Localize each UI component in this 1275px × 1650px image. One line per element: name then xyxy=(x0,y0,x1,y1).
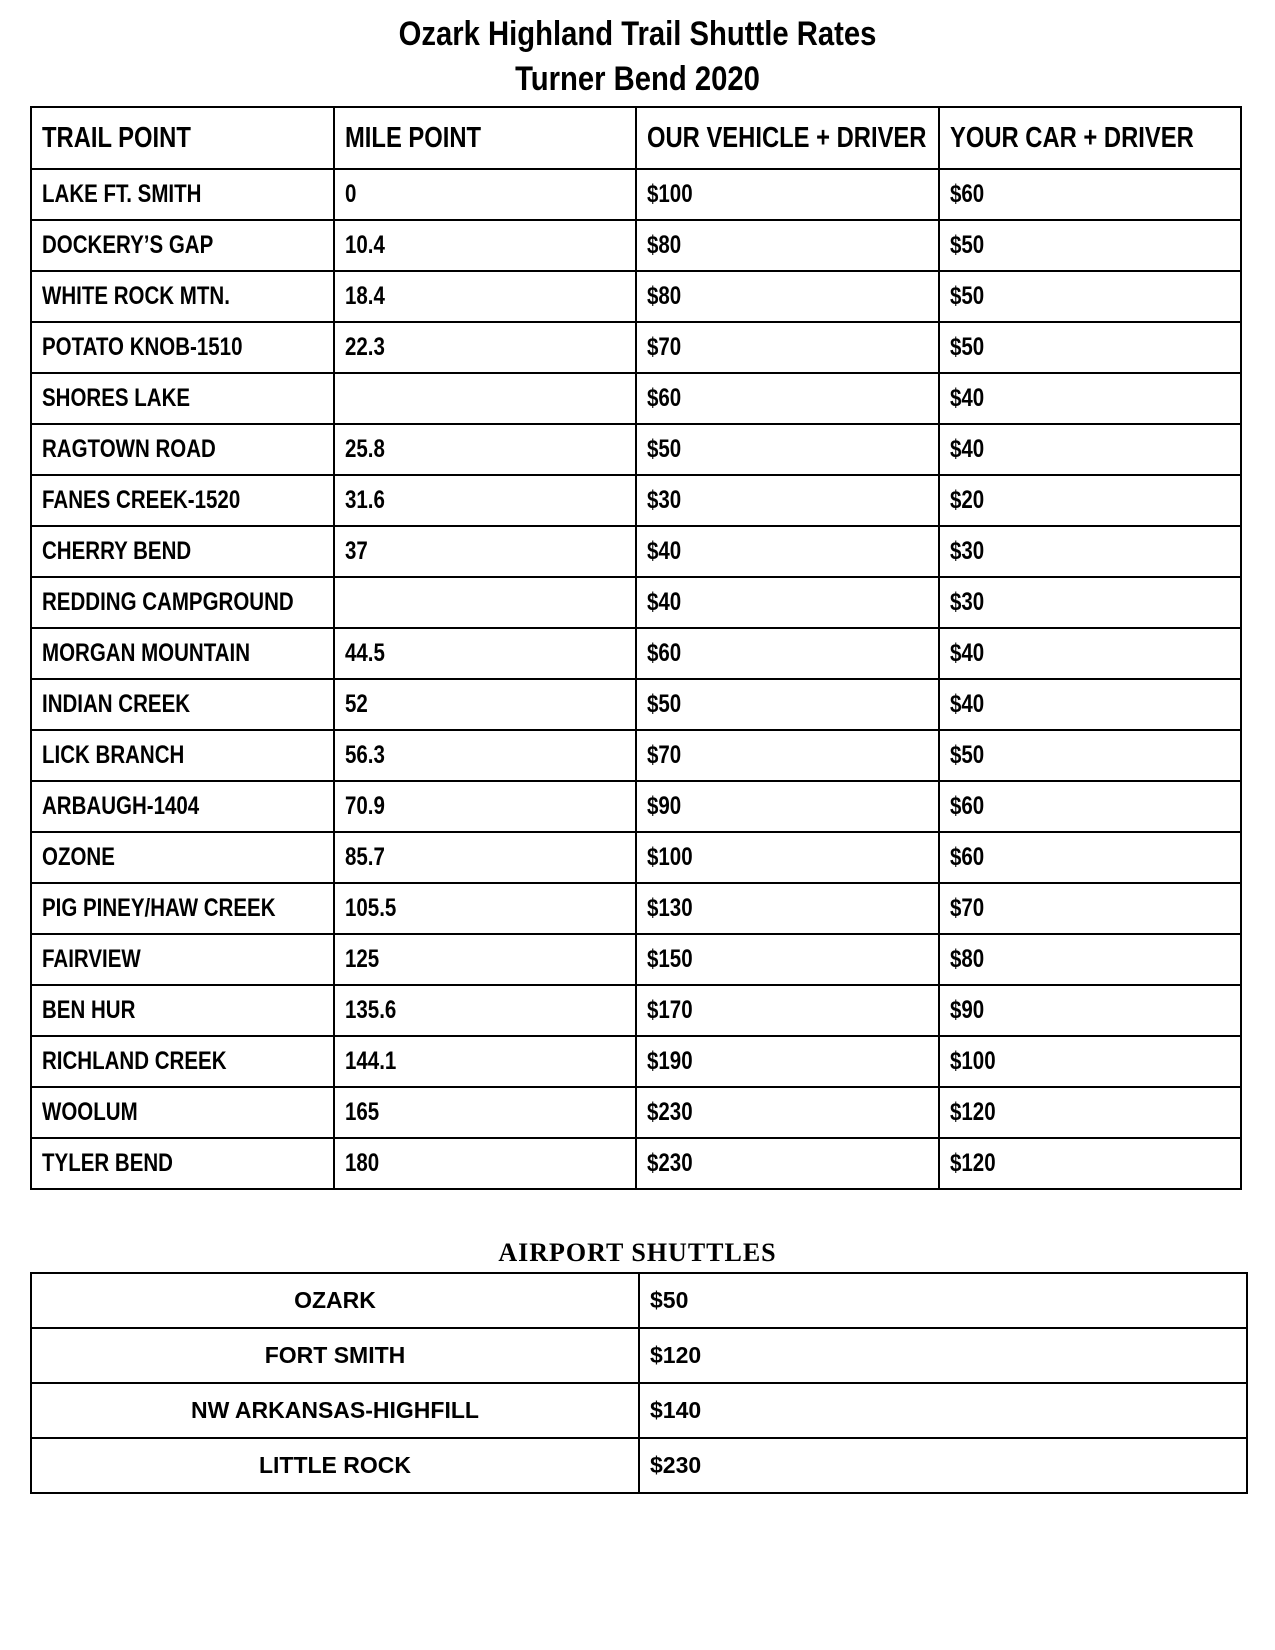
mile-point-cell: 70.9 xyxy=(334,781,637,832)
your-car-price-cell: $60 xyxy=(939,832,1242,883)
page-title xyxy=(0,12,1275,102)
our-vehicle-price-cell: $230 xyxy=(636,1087,939,1138)
airport-price-cell: $120 xyxy=(639,1328,1247,1383)
trail-point-cell: LICK BRANCH xyxy=(31,730,334,781)
our-vehicle-price-cell: $70 xyxy=(636,322,939,373)
title-line-1: Ozark Highland Trail Shuttle Rates xyxy=(398,15,877,53)
trail-point-cell: DOCKERY’S GAP xyxy=(31,220,334,271)
your-car-price-cell: $50 xyxy=(939,220,1242,271)
trail-point-cell: WHITE ROCK MTN. xyxy=(31,271,334,322)
header-your-car: YOUR CAR + DRIVER xyxy=(939,107,1242,169)
our-vehicle-price-cell: $50 xyxy=(636,679,939,730)
trail-point-cell: REDDING CAMPGROUND xyxy=(31,577,334,628)
table-row xyxy=(31,475,1241,526)
table-row xyxy=(31,832,1241,883)
mile-point-cell: 22.3 xyxy=(334,322,637,373)
table-row xyxy=(31,271,1241,322)
trail-point-cell: CHERRY BEND xyxy=(31,526,334,577)
our-vehicle-price-cell: $80 xyxy=(636,271,939,322)
table-header-row xyxy=(31,107,1241,169)
airport-row xyxy=(31,1438,1247,1493)
header-trail-point: TRAIL POINT xyxy=(31,107,334,169)
your-car-price-cell: $50 xyxy=(939,730,1242,781)
trail-point-cell: PIG PINEY/HAW CREEK xyxy=(31,883,334,934)
our-vehicle-price-cell: $100 xyxy=(636,169,939,220)
airport-location-cell: OZARK xyxy=(31,1273,639,1328)
table-row xyxy=(31,985,1241,1036)
trail-point-cell: OZONE xyxy=(31,832,334,883)
mile-point-cell: 44.5 xyxy=(334,628,637,679)
your-car-price-cell: $100 xyxy=(939,1036,1242,1087)
your-car-price-cell: $90 xyxy=(939,985,1242,1036)
your-car-price-cell: $120 xyxy=(939,1138,1242,1189)
mile-point-cell: 144.1 xyxy=(334,1036,637,1087)
mile-point-cell: 85.7 xyxy=(334,832,637,883)
trail-point-cell: MORGAN MOUNTAIN xyxy=(31,628,334,679)
trail-point-cell: SHORES LAKE xyxy=(31,373,334,424)
airport-price-cell: $50 xyxy=(639,1273,1247,1328)
your-car-price-cell: $50 xyxy=(939,322,1242,373)
trail-point-cell: RAGTOWN ROAD xyxy=(31,424,334,475)
title-line-2: Turner Bend 2020 xyxy=(515,60,760,98)
our-vehicle-price-cell: $40 xyxy=(636,577,939,628)
table-row xyxy=(31,322,1241,373)
table-row xyxy=(31,934,1241,985)
mile-point-cell: 180 xyxy=(334,1138,637,1189)
your-car-price-cell: $30 xyxy=(939,577,1242,628)
airport-shuttles-title: AIRPORT SHUTTLES xyxy=(498,1238,777,1267)
table-row xyxy=(31,424,1241,475)
mile-point-cell: 165 xyxy=(334,1087,637,1138)
airport-location-cell: LITTLE ROCK xyxy=(31,1438,639,1493)
your-car-price-cell: $60 xyxy=(939,169,1242,220)
our-vehicle-price-cell: $30 xyxy=(636,475,939,526)
our-vehicle-price-cell: $70 xyxy=(636,730,939,781)
airport-location-cell: NW ARKANSAS-HIGHFILL xyxy=(31,1383,639,1438)
your-car-price-cell: $60 xyxy=(939,781,1242,832)
our-vehicle-price-cell: $40 xyxy=(636,526,939,577)
airport-shuttles-table xyxy=(30,1272,1248,1494)
mile-point-cell: 105.5 xyxy=(334,883,637,934)
table-row xyxy=(31,781,1241,832)
trail-point-cell: BEN HUR xyxy=(31,985,334,1036)
airport-price-cell: $230 xyxy=(639,1438,1247,1493)
trail-point-cell: FAIRVIEW xyxy=(31,934,334,985)
table-row xyxy=(31,883,1241,934)
your-car-price-cell: $40 xyxy=(939,424,1242,475)
table-row xyxy=(31,730,1241,781)
trail-point-cell: FANES CREEK-1520 xyxy=(31,475,334,526)
airport-row xyxy=(31,1273,1247,1328)
header-mile-point: MILE POINT xyxy=(334,107,637,169)
our-vehicle-price-cell: $60 xyxy=(636,373,939,424)
your-car-price-cell: $80 xyxy=(939,934,1242,985)
shuttle-rates-table xyxy=(30,106,1242,1190)
mile-point-cell: 18.4 xyxy=(334,271,637,322)
airport-price-cell: $140 xyxy=(639,1383,1247,1438)
mile-point-cell xyxy=(334,373,637,424)
your-car-price-cell: $40 xyxy=(939,373,1242,424)
trail-point-cell: ARBAUGH-1404 xyxy=(31,781,334,832)
our-vehicle-price-cell: $90 xyxy=(636,781,939,832)
mile-point-cell xyxy=(334,577,637,628)
table-row xyxy=(31,373,1241,424)
our-vehicle-price-cell: $230 xyxy=(636,1138,939,1189)
mile-point-cell: 52 xyxy=(334,679,637,730)
your-car-price-cell: $120 xyxy=(939,1087,1242,1138)
trail-point-cell: POTATO KNOB-1510 xyxy=(31,322,334,373)
our-vehicle-price-cell: $130 xyxy=(636,883,939,934)
mile-point-cell: 0 xyxy=(334,169,637,220)
your-car-price-cell: $50 xyxy=(939,271,1242,322)
table-row xyxy=(31,628,1241,679)
your-car-price-cell: $20 xyxy=(939,475,1242,526)
mile-point-cell: 10.4 xyxy=(334,220,637,271)
table-row xyxy=(31,526,1241,577)
header-our-vehicle: OUR VEHICLE + DRIVER xyxy=(636,107,939,169)
table-row xyxy=(31,220,1241,271)
table-row xyxy=(31,1036,1241,1087)
our-vehicle-price-cell: $80 xyxy=(636,220,939,271)
your-car-price-cell: $30 xyxy=(939,526,1242,577)
mile-point-cell: 31.6 xyxy=(334,475,637,526)
airport-row xyxy=(31,1383,1247,1438)
table-row xyxy=(31,169,1241,220)
your-car-price-cell: $40 xyxy=(939,679,1242,730)
our-vehicle-price-cell: $190 xyxy=(636,1036,939,1087)
airport-location-cell: FORT SMITH xyxy=(31,1328,639,1383)
trail-point-cell: INDIAN CREEK xyxy=(31,679,334,730)
our-vehicle-price-cell: $100 xyxy=(636,832,939,883)
mile-point-cell: 25.8 xyxy=(334,424,637,475)
mile-point-cell: 135.6 xyxy=(334,985,637,1036)
our-vehicle-price-cell: $50 xyxy=(636,424,939,475)
mile-point-cell: 125 xyxy=(334,934,637,985)
table-row xyxy=(31,1087,1241,1138)
our-vehicle-price-cell: $60 xyxy=(636,628,939,679)
trail-point-cell: TYLER BEND xyxy=(31,1138,334,1189)
your-car-price-cell: $40 xyxy=(939,628,1242,679)
mile-point-cell: 56.3 xyxy=(334,730,637,781)
mile-point-cell: 37 xyxy=(334,526,637,577)
trail-point-cell: WOOLUM xyxy=(31,1087,334,1138)
trail-point-cell: LAKE FT. SMITH xyxy=(31,169,334,220)
our-vehicle-price-cell: $170 xyxy=(636,985,939,1036)
trail-point-cell: RICHLAND CREEK xyxy=(31,1036,334,1087)
our-vehicle-price-cell: $150 xyxy=(636,934,939,985)
airport-row xyxy=(31,1328,1247,1383)
table-row xyxy=(31,679,1241,730)
table-row xyxy=(31,577,1241,628)
table-row xyxy=(31,1138,1241,1189)
your-car-price-cell: $70 xyxy=(939,883,1242,934)
